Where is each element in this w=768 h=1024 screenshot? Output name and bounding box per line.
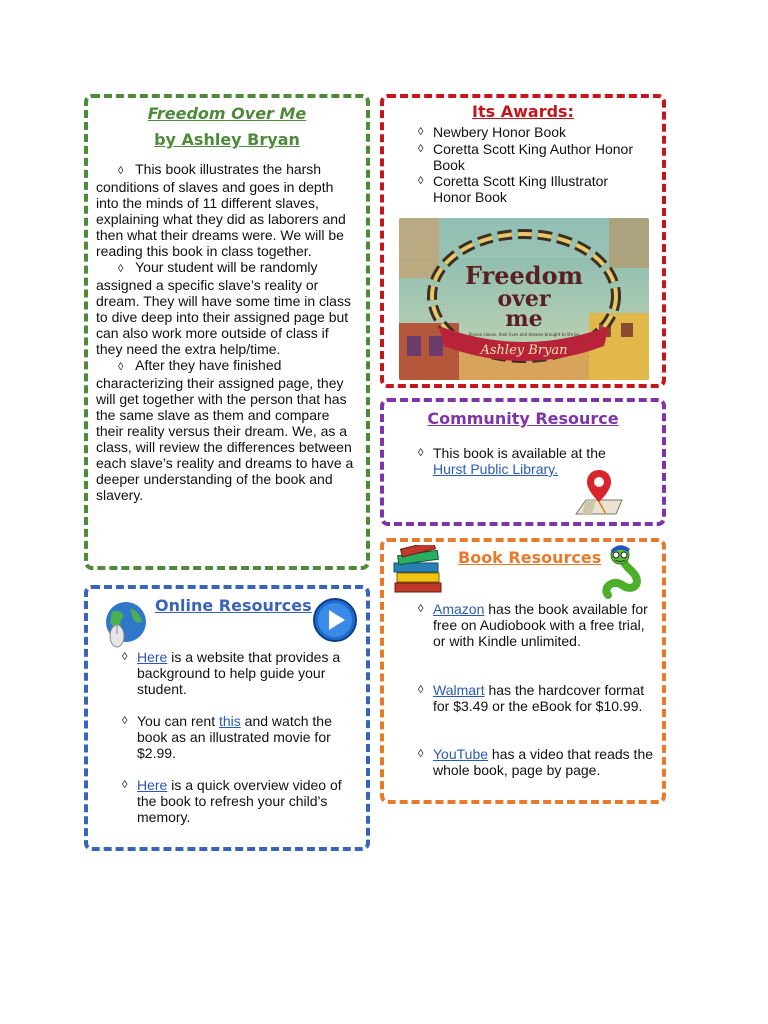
book-author: by Ashley Bryan [154, 130, 300, 149]
globe-mouse-icon [102, 600, 150, 652]
community-resource-title: Community Resource [427, 409, 619, 428]
book-resource-item: ◊ Walmart has the hardcover format for $3.49 or the eBook for $10.99. [418, 682, 645, 714]
book-resource-item: ◊ YouTube has a video that reads the whole book, page by page. [418, 746, 654, 778]
book-title: Freedom Over Me [147, 104, 307, 123]
awards-title: Its Awards: [472, 102, 574, 121]
community-item: ◊ This book is available at the Hurst Public Library. [418, 445, 606, 477]
award-item: ◊ Coretta Scott King Illustrator Honor Book [418, 173, 609, 205]
overview-video-link[interactable]: Here [137, 777, 168, 793]
online-resource-item: ◊ Here is a website that provides a background to help guide your student. [122, 649, 341, 697]
amazon-link[interactable]: Amazon [433, 601, 485, 617]
book-cover-image [399, 218, 649, 380]
youtube-link[interactable]: YouTube [433, 746, 489, 762]
cover-author: Ashley Bryan [480, 343, 568, 358]
walmart-link[interactable]: Walmart [433, 682, 485, 698]
play-button-icon [312, 597, 358, 643]
award-item: ◊ Coretta Scott King Author Honor Book [418, 141, 633, 173]
website-link[interactable]: Here [137, 649, 168, 665]
description-paragraph: ◊ This book illustrates the harsh conditions of slaves and goes in depth into the minds of 11 different slaves, explaining what they did as laborers and then what their dreams were. We will be reading this book in class together. [96, 161, 346, 259]
online-resource-item: ◊ Here is a quick overview video of the book to refresh your child’s memory. [122, 777, 342, 825]
online-resource-item: ◊ You can rent this and watch the book as an illustrated movie for $2.99. [122, 713, 332, 761]
book-resources-title: Book Resources [458, 548, 602, 567]
description-paragraph: ◊ Your student will be randomly assigned a specific slave’s reality or dream. They will have some time in class to dive deep into their assigned page but can also work more outside of class if they need the extra help/time. [96, 259, 351, 357]
book-description [96, 161, 358, 503]
online-resources-title: Online Resources [155, 596, 312, 615]
book-resource-item: ◊ Amazon has the book available for free on Audiobook with a free trial, or with Kindle unlimited. [418, 601, 648, 649]
books-icon [391, 545, 445, 595]
cover-subtitle: Eleven slaves, their lives and dreams brought to life by [468, 332, 580, 337]
award-item: ◊ Newbery Honor Book [418, 124, 567, 140]
rent-movie-link[interactable]: this [219, 713, 241, 729]
cover-title-line3: me [505, 306, 543, 332]
cover-title-line1: Freedom [465, 261, 583, 290]
map-pin-icon [572, 464, 626, 518]
hurst-public-library-link[interactable]: Hurst Public Library. [433, 461, 559, 477]
cover-title-line2: over [497, 286, 551, 312]
description-paragraph: ◊ After they have finished characterizing their assigned page, they will get together with the person that has the same slave as them and compare their reality versus their dream. We, as a class, will review the differences between each slave’s reality and dreams to have a deeper understanding of the book and slavery. [96, 357, 354, 503]
bookworm-icon [600, 543, 652, 601]
